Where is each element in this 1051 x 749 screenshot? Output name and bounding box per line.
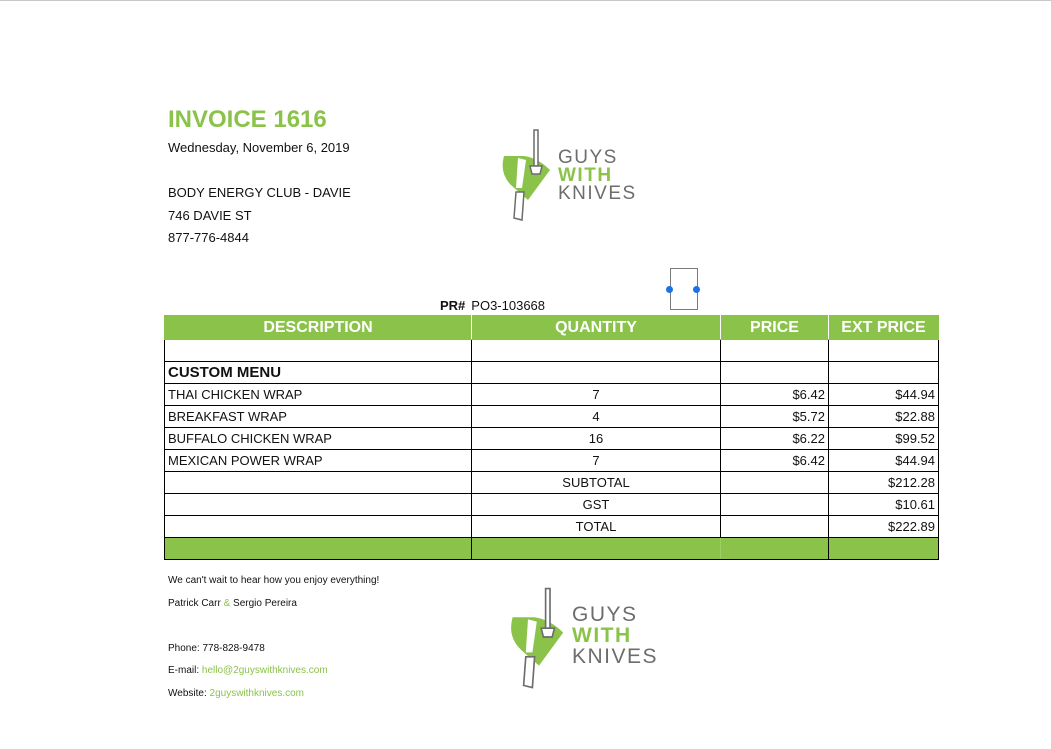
table-cell — [165, 472, 472, 494]
total-label: TOTAL — [472, 516, 721, 538]
logo-text-guys: GUYS — [558, 147, 618, 168]
gst-label: GST — [472, 494, 721, 516]
logo-text-with: WITH — [572, 624, 632, 647]
item-description: MEXICAN POWER WRAP — [165, 450, 472, 472]
purchase-reference — [440, 298, 545, 313]
knife-icon — [506, 584, 572, 690]
item-ext-price: $99.52 — [829, 428, 939, 450]
table-row — [165, 362, 939, 384]
item-description: BUFFALO CHICKEN WRAP — [165, 428, 472, 450]
table-cell — [721, 516, 829, 538]
gst-value: $10.61 — [829, 494, 939, 516]
footer-email — [168, 665, 328, 676]
table-cell — [472, 362, 721, 384]
page-top-border — [0, 0, 1051, 1]
table-cell — [721, 362, 829, 384]
invoice-table — [164, 315, 939, 560]
logo-text-guys: GUYS — [572, 603, 638, 626]
table-row — [165, 450, 939, 472]
table-cell — [721, 538, 829, 560]
subtotal-value: $212.28 — [829, 472, 939, 494]
table-cell — [721, 494, 829, 516]
logo-text-with: WITH — [558, 165, 613, 186]
knife-icon — [498, 126, 558, 222]
footer-phone — [168, 643, 265, 654]
table-cell — [165, 494, 472, 516]
company-logo-top — [498, 126, 658, 222]
table-cell — [829, 538, 939, 560]
resize-handle-right[interactable] — [693, 286, 700, 293]
table-header-row — [165, 316, 939, 340]
footer-signature — [168, 598, 297, 609]
header-ext-price: EXT PRICE — [829, 316, 939, 340]
footer-message: We can't wait to hear how you enjoy everything! — [168, 575, 380, 586]
table-row — [165, 384, 939, 406]
item-ext-price: $22.88 — [829, 406, 939, 428]
item-description: BREAKFAST WRAP — [165, 406, 472, 428]
table-cell — [721, 472, 829, 494]
item-price: $6.42 — [721, 450, 829, 472]
signature-name-1: Patrick Carr — [168, 598, 221, 609]
table-footer-bar — [165, 538, 939, 560]
table-row — [165, 428, 939, 450]
subtotal-label: SUBTOTAL — [472, 472, 721, 494]
invoice-date: Wednesday, November 6, 2019 — [168, 140, 350, 155]
table-cell — [472, 340, 721, 362]
header-price: PRICE — [721, 316, 829, 340]
item-price: $5.72 — [721, 406, 829, 428]
item-quantity: 4 — [472, 406, 721, 428]
total-value: $222.89 — [829, 516, 939, 538]
table-cell — [165, 340, 472, 362]
logo-text-knives: KNIVES — [572, 645, 659, 668]
table-cell — [165, 538, 472, 560]
pr-value: PO3-103668 — [471, 298, 546, 313]
item-quantity: 7 — [472, 450, 721, 472]
item-price: $6.22 — [721, 428, 829, 450]
resize-handle-left[interactable] — [666, 286, 673, 293]
footer-website — [168, 688, 304, 699]
item-description: THAI CHICKEN WRAP — [165, 384, 472, 406]
table-row — [165, 406, 939, 428]
signature-ampersand: & — [223, 598, 231, 609]
item-quantity: 16 — [472, 428, 721, 450]
header-quantity: QUANTITY — [472, 316, 721, 340]
signature-name-2: Sergio Pereira — [233, 598, 297, 609]
company-logo-bottom — [506, 584, 686, 690]
table-cell — [472, 538, 721, 560]
item-ext-price: $44.94 — [829, 450, 939, 472]
table-cell — [829, 340, 939, 362]
item-price: $6.42 — [721, 384, 829, 406]
customer-phone: 877-776-4844 — [168, 230, 249, 245]
table-cell — [829, 362, 939, 384]
table-row — [165, 340, 939, 362]
subtotal-row — [165, 472, 939, 494]
website-label: Website: — [168, 688, 207, 699]
email-link[interactable]: hello@2guyswithknives.com — [201, 665, 328, 676]
phone-value: 778-828-9478 — [202, 643, 265, 654]
pr-label: PR# — [440, 298, 466, 313]
customer-address: 746 DAVIE ST — [168, 208, 252, 223]
website-link[interactable]: 2guyswithknives.com — [209, 688, 304, 699]
item-quantity: 7 — [472, 384, 721, 406]
table-cell — [165, 516, 472, 538]
phone-label: Phone: — [168, 643, 200, 654]
customer-name: BODY ENERGY CLUB - DAVIE — [168, 185, 351, 200]
total-row — [165, 516, 939, 538]
header-description: DESCRIPTION — [165, 316, 472, 340]
email-label: E-mail: — [168, 665, 200, 676]
gst-row — [165, 494, 939, 516]
logo-text-knives: KNIVES — [558, 183, 637, 204]
item-ext-price: $44.94 — [829, 384, 939, 406]
table-cell — [721, 340, 829, 362]
section-title: CUSTOM MENU — [165, 362, 472, 384]
invoice-title: INVOICE 1616 — [168, 106, 327, 133]
